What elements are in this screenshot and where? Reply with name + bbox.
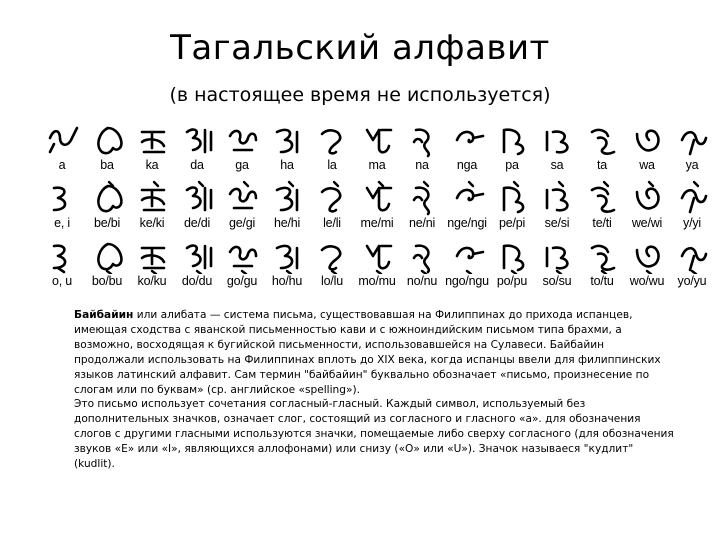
syllable-label: wo/wu — [629, 274, 665, 288]
syllable-label: a — [58, 158, 66, 172]
baybayin-glyph-icon — [584, 122, 622, 158]
syllable-label: ya — [685, 158, 699, 172]
syllable-label: pe/pi — [498, 216, 526, 230]
syllable-label: ka — [145, 158, 159, 172]
baybayin-glyph-icon — [539, 238, 577, 274]
syllable-label: po/pu — [496, 274, 528, 288]
baybayin-glyph-icon — [404, 238, 442, 274]
paragraph-2: Это письмо использует сочетания согласный-гласный. Каждый символ, используемый без дополнительных значков, означает слог, состоящий из согласного и гласного «а». для обозначения слогов с другими гласными используются значки, помещаемые либо сверху согласного (для обозначения звуков «E» или «I», являющихся аллофонами) или снизу («O» или «U»). Значок называеся "кудлит" (kudlit). — [74, 398, 674, 471]
baybayin-glyph-icon — [629, 180, 667, 216]
syllable-label: ko/ku — [137, 274, 167, 288]
syllable-label: na — [415, 158, 429, 172]
syllable-row-o-u — [40, 238, 715, 296]
syllable-label: so/su — [542, 274, 572, 288]
baybayin-glyph-icon — [494, 122, 532, 158]
syllable-label: do/du — [181, 274, 213, 288]
slide-subtitle: (в настоящее время не используется) — [169, 84, 551, 106]
baybayin-glyph-icon — [539, 122, 577, 158]
baybayin-glyph-icon — [179, 180, 217, 216]
baybayin-glyph-icon — [179, 238, 217, 274]
syllable-label: me/mi — [360, 216, 394, 230]
syllable-cell — [670, 122, 715, 180]
syllable-label: se/si — [544, 216, 570, 230]
baybayin-table — [40, 122, 715, 296]
syllable-label: ta — [596, 158, 608, 172]
baybayin-glyph-icon — [224, 122, 262, 158]
baybayin-glyph-icon — [314, 180, 352, 216]
baybayin-glyph-icon — [584, 180, 622, 216]
baybayin-glyph-icon — [224, 180, 262, 216]
description-text — [74, 308, 674, 472]
syllable-label: la — [327, 158, 337, 172]
baybayin-glyph-icon — [134, 122, 172, 158]
syllable-label: y/yi — [683, 216, 701, 230]
syllable-label: de/di — [183, 216, 211, 230]
syllable-label: sa — [550, 158, 564, 172]
baybayin-glyph-icon — [134, 180, 172, 216]
baybayin-glyph-icon — [44, 122, 82, 158]
baybayin-glyph-icon — [404, 122, 442, 158]
baybayin-glyph-icon — [89, 180, 127, 216]
baybayin-glyph-icon — [179, 122, 217, 158]
baybayin-glyph-icon — [44, 238, 82, 274]
baybayin-glyph-icon — [314, 238, 352, 274]
syllable-label: bo/bu — [91, 274, 123, 288]
baybayin-glyph-icon — [629, 238, 667, 274]
syllable-label: ngo/ngu — [445, 274, 489, 288]
syllable-label: ho/hu — [271, 274, 303, 288]
syllable-label: to/tu — [590, 274, 614, 288]
syllable-label: ga — [235, 158, 249, 172]
syllable-label: e, i — [54, 216, 70, 230]
syllable-label: nga — [456, 158, 478, 172]
baybayin-glyph-icon — [449, 180, 487, 216]
baybayin-term: Байбайин — [74, 309, 134, 321]
baybayin-glyph-icon — [359, 238, 397, 274]
syllable-label: ke/ki — [139, 216, 165, 230]
syllable-label: we/wi — [631, 216, 663, 230]
baybayin-glyph-icon — [269, 122, 307, 158]
syllable-cell — [670, 238, 715, 296]
syllable-label: wa — [639, 158, 655, 172]
baybayin-glyph-icon — [494, 180, 532, 216]
syllable-label: pa — [505, 158, 519, 172]
syllable-label: be/bi — [93, 216, 121, 230]
syllable-label: he/hi — [273, 216, 301, 230]
baybayin-glyph-icon — [494, 238, 532, 274]
syllable-label: ne/ni — [408, 216, 436, 230]
baybayin-glyph-icon — [314, 122, 352, 158]
syllable-label: ha — [280, 158, 294, 172]
baybayin-glyph-icon — [449, 122, 487, 158]
syllable-label: nge/ngi — [447, 216, 487, 230]
baybayin-glyph-icon — [89, 238, 127, 274]
syllable-label: go/gu — [226, 274, 258, 288]
syllable-label: lo/lu — [321, 274, 343, 288]
baybayin-glyph-icon — [674, 180, 712, 216]
syllable-label: ma — [368, 158, 386, 172]
syllable-cell — [670, 180, 715, 238]
syllable-label: o, u — [51, 274, 73, 288]
baybayin-glyph-icon — [359, 180, 397, 216]
baybayin-glyph-icon — [584, 238, 622, 274]
syllable-label: le/li — [323, 216, 341, 230]
paragraph-1 — [74, 308, 674, 397]
baybayin-glyph-icon — [674, 238, 712, 274]
syllable-label: mo/mu — [358, 274, 396, 288]
syllable-label: ba — [100, 158, 114, 172]
syllable-row-e-i — [40, 180, 715, 238]
syllable-label: no/nu — [406, 274, 438, 288]
baybayin-glyph-icon — [404, 180, 442, 216]
syllable-label: yo/yu — [677, 274, 707, 288]
syllable-row-a — [40, 122, 715, 180]
baybayin-glyph-icon — [134, 238, 172, 274]
baybayin-glyph-icon — [629, 122, 667, 158]
baybayin-glyph-icon — [224, 238, 262, 274]
slide-title: Тагальский алфавит — [170, 28, 550, 68]
syllable-label: te/ti — [592, 216, 612, 230]
syllable-label: ge/gi — [228, 216, 256, 230]
baybayin-glyph-icon — [44, 180, 82, 216]
syllable-label: da — [190, 158, 204, 172]
baybayin-glyph-icon — [269, 238, 307, 274]
baybayin-glyph-icon — [89, 122, 127, 158]
baybayin-glyph-icon — [359, 122, 397, 158]
baybayin-glyph-icon — [539, 180, 577, 216]
baybayin-glyph-icon — [269, 180, 307, 216]
baybayin-glyph-icon — [674, 122, 712, 158]
paragraph-1-text: или алибата — система письма, существовавшая на Филиппинах до прихода испанцев, имеющая сходства с яванской письменностью кави и с южноиндийским письмом типа брахми, а возможно, восходящая к бугийской письменности, использовавшейся на Сулавеси. Байбайин продолжали использовать на Филиппинах вплоть до XIX века, когда испанцы ввели для филиппинских языков латинский алфавит. Сам термин "байбайин" буквально обозначает «письмо, произнесение по слогам или по буквам» (ср. английское «spelling»). — [74, 309, 661, 396]
baybayin-glyph-icon — [449, 238, 487, 274]
